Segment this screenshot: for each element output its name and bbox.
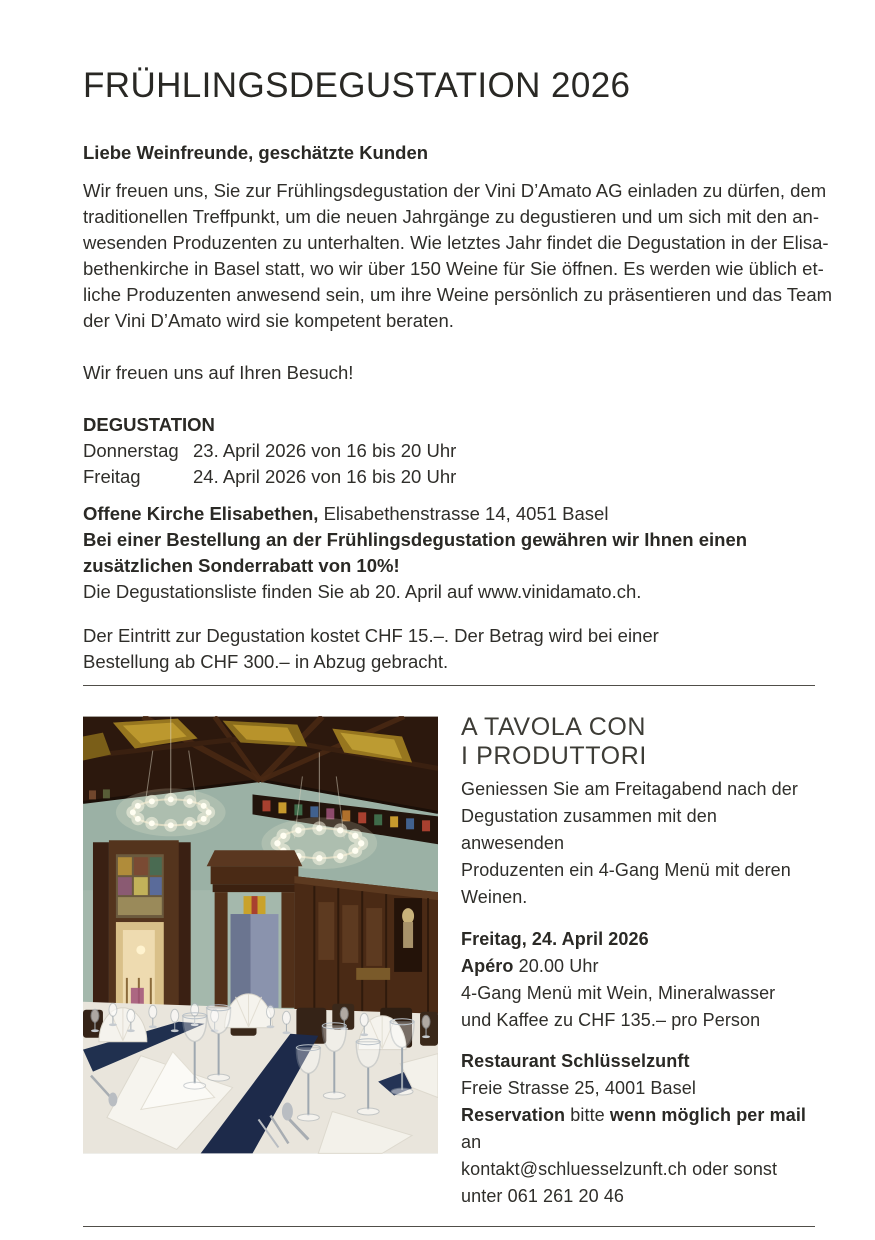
reservation-line <box>461 1102 815 1156</box>
document-content <box>83 0 833 1227</box>
menu-line: und Kaffee zu CHF 135.– pro Person <box>461 1010 761 1030</box>
text-line: bethenkirche in Basel statt, wo wir über 150 Weine für Sie öffnen. Es werden wie üblich et- <box>83 258 824 279</box>
promo-line: Bei einer Bestellung an der Frühlingsdegustation gewähren wir Ihnen einen <box>83 529 748 550</box>
intro-paragraph <box>83 178 833 334</box>
degustation-day: Freitag <box>83 466 141 487</box>
apero-line <box>461 953 815 980</box>
venue-name: Offene Kirche Elisabethen, <box>83 503 319 524</box>
text-line: Degustation zusammen mit den anwesenden <box>461 806 717 853</box>
reservation-text: an <box>461 1132 482 1152</box>
closing-line: Wir freuen uns auf Ihren Besuch! <box>83 362 354 383</box>
venue-address: Elisabethenstrasse 14, 4051 Basel <box>318 503 609 524</box>
restaurant-block <box>461 1048 815 1210</box>
venue-line <box>83 501 815 527</box>
reservation-email-line: kontakt@schluesselzunft.ch oder sonst <box>461 1159 778 1179</box>
reservation-emphasis: wenn möglich per mail <box>609 1105 807 1125</box>
text-line: wesenden Produzenten zu unterhalten. Wie letztes Jahr findet die Degustation in der Elisa- <box>83 232 829 253</box>
dinner-date: Freitag, 24. April 2026 <box>461 929 649 949</box>
degustation-row <box>83 464 815 490</box>
banquet-hall-illustration <box>83 716 438 1154</box>
location-block <box>83 501 815 605</box>
page-title: FRÜHLINGSDEGUSTATION 2026 <box>83 66 631 105</box>
menu-line: 4-Gang Menü mit Wein, Mineralwasser <box>461 983 776 1003</box>
reservation-phone-line: unter 061 261 20 46 <box>461 1186 625 1206</box>
dinner-intro <box>461 776 815 911</box>
text-line: Weinen. <box>461 887 528 907</box>
restaurant-address: Freie Strasse 25, 4001 Basel <box>461 1078 696 1098</box>
text-line: traditionellen Treffpunkt, um die neuen Jahrgänge zu degustieren und um sich mit den an- <box>83 206 820 227</box>
degustation-time: 23. April 2026 von 16 bis 20 Uhr <box>193 440 457 461</box>
dinner-date-block <box>461 926 815 1034</box>
degustation-row <box>83 438 815 464</box>
text-line: Geniessen Sie am Freitagabend nach der <box>461 779 799 799</box>
text-line: Produzenten ein 4-Gang Menü mit deren <box>461 860 791 880</box>
divider-rule-top <box>83 685 815 686</box>
dinner-heading <box>461 713 815 771</box>
text-line: Wir freuen uns, Sie zur Frühlingsdegustation der Vini D’Amato AG einladen zu dürfen, dem <box>83 180 827 201</box>
text-line: liche Produzenten anwesend sein, um ihre Weine persönlich zu präsentieren und das Team <box>83 284 833 305</box>
text-line: Bestellung ab CHF 300.– in Abzug gebracht. <box>83 651 449 672</box>
apero-time: 20.00 Uhr <box>513 956 599 976</box>
divider-rule-bottom <box>83 1226 815 1227</box>
apero-label: Apéro <box>461 956 514 976</box>
degustation-heading: DEGUSTATION <box>83 414 215 435</box>
reservation-label: Reservation <box>461 1105 566 1125</box>
dinner-column <box>461 713 815 1210</box>
list-info-line: Die Degustationsliste finden Sie ab 20. April auf www.vinidamato.ch. <box>83 581 642 602</box>
dinner-heading-line: I PRODUTTORI <box>461 742 647 770</box>
degustation-day: Donnerstag <box>83 440 179 461</box>
degustation-time: 24. April 2026 von 16 bis 20 Uhr <box>193 466 457 487</box>
entry-paragraph <box>83 623 815 675</box>
banquet-hall-photo <box>83 716 438 1154</box>
dinner-heading-line: A TAVOLA CON <box>461 713 647 741</box>
text-line: Der Eintritt zur Degustation kostet CHF 15.–. Der Betrag wird bei einer <box>83 625 659 646</box>
salutation: Liebe Weinfreunde, geschätzte Kunden <box>83 142 429 163</box>
bottom-section <box>83 713 815 1210</box>
restaurant-name: Restaurant Schlüsselzunft <box>461 1051 690 1071</box>
text-line: der Vini D’Amato wird sie kompetent beraten. <box>83 310 454 331</box>
promo-line: zusätzlichen Sonderrabatt von 10%! <box>83 555 400 576</box>
reservation-text: bitte <box>565 1105 610 1125</box>
